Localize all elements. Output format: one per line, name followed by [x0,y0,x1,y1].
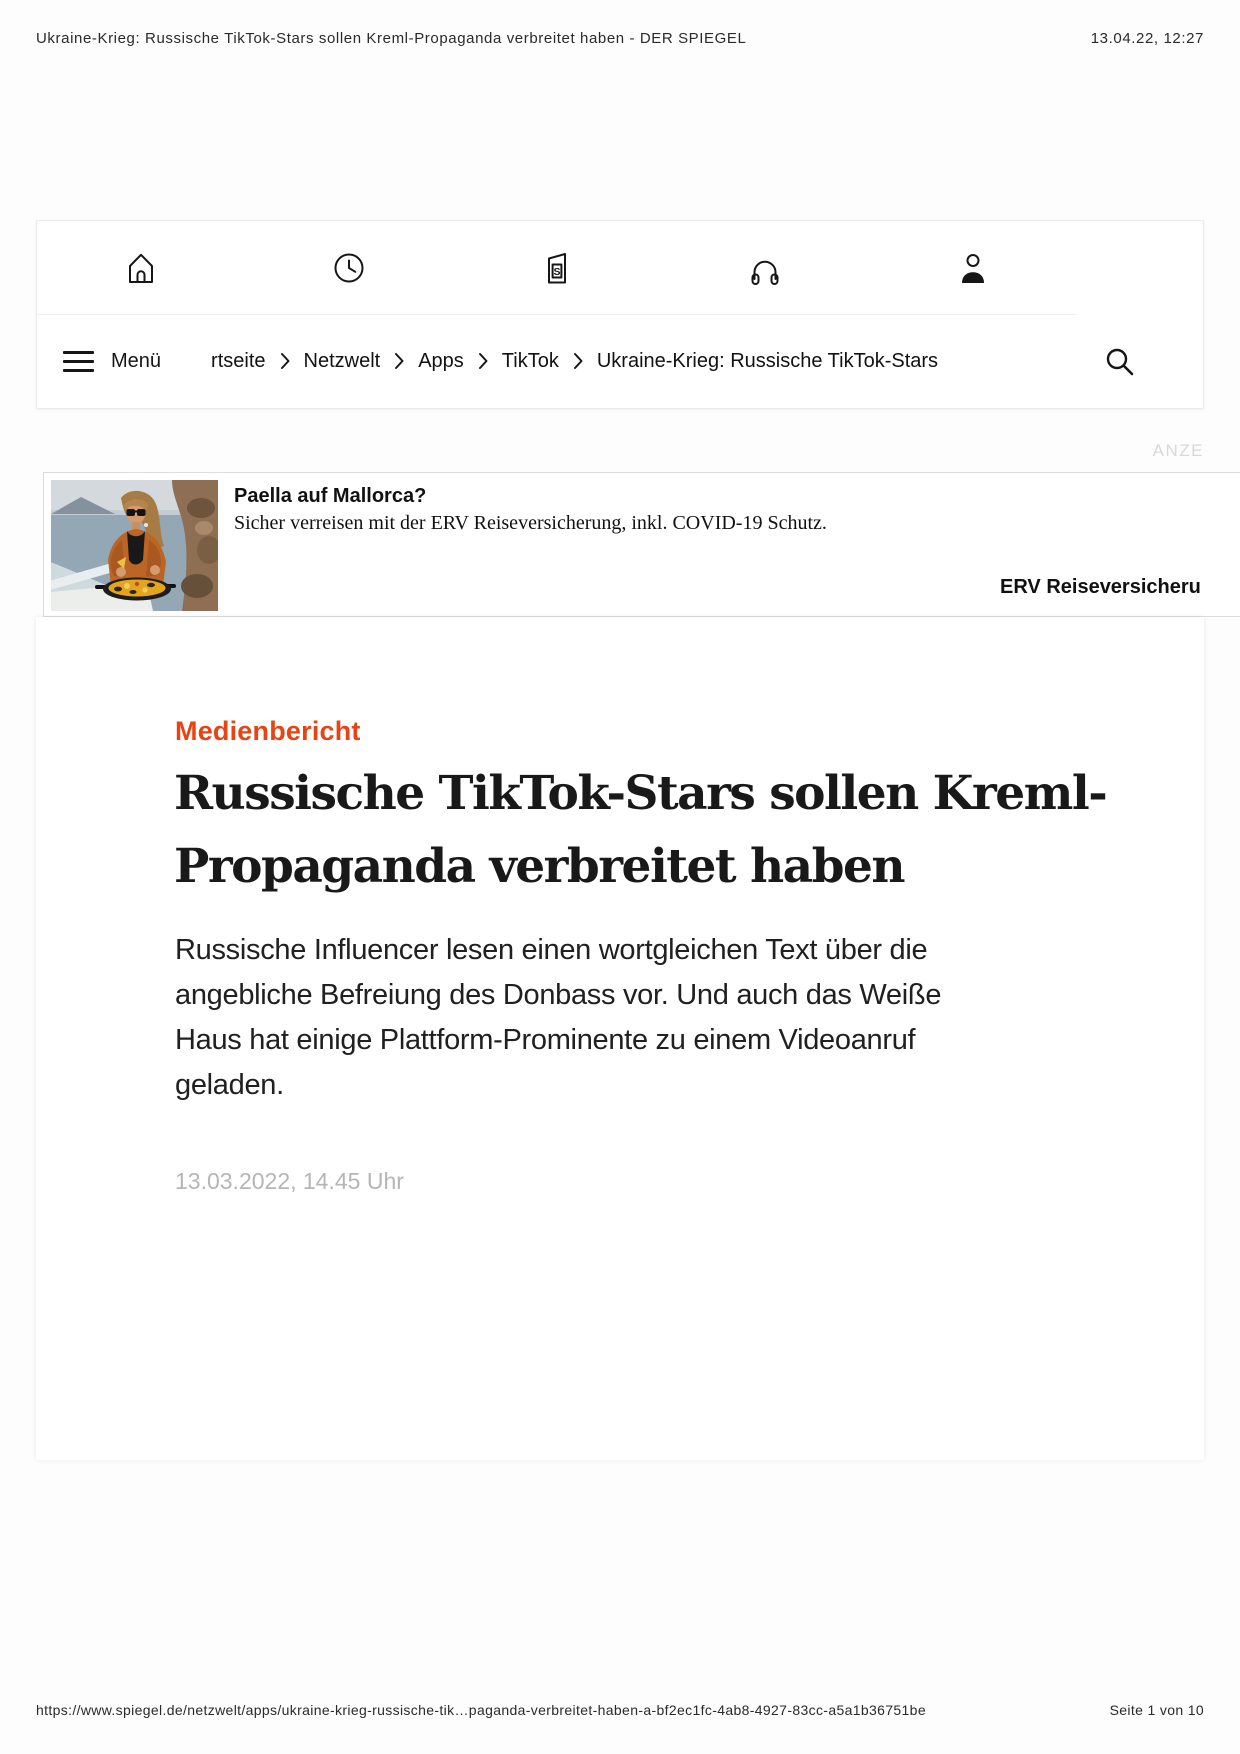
article [36,617,1204,1460]
svg-text:S: S [553,265,561,278]
breadcrumb-item-home[interactable]: rtseite [211,349,266,372]
chevron-right-icon [394,352,404,370]
account-icon [954,249,992,287]
breadcrumb-item-apps[interactable]: Apps [418,349,464,372]
print-footer [36,1702,1204,1718]
nav-icons-row [37,221,1077,315]
article-lede [175,928,941,1108]
ad-image[interactable] [51,480,218,611]
article-headline [174,757,1106,903]
ad-label: ANZE [1152,441,1204,460]
ad-title[interactable]: Paella auf Mallorca? [234,485,427,507]
search-button[interactable] [1101,343,1137,379]
print-footer-page: Seite 1 von 10 [1109,1702,1204,1718]
account-button[interactable] [951,246,995,290]
print-header-datetime: 13.04.22, 12:27 [1090,30,1204,47]
lede-line: angebliche Befreiung des Donbass vor. Und auch das Weiße [175,979,942,1011]
headline-line: Russische TikTok-Stars sollen Kreml- [174,766,1107,821]
headphones-icon [746,249,784,287]
article-kicker: Medienbericht [175,716,361,746]
lede-line: Haus hat einige Plattform-Prominente zu einem Videoanruf [175,1024,916,1056]
breadcrumb [211,350,938,373]
print-footer-url: https://www.spiegel.de/netzwelt/apps/ukraine-krieg-russische-tik…paganda-verbreitet-haben-a-bf2ec1fc-4ab8-4927-83cc-a5a1b36751be [36,1702,926,1718]
headline-line: Propaganda verbreitet haben [174,839,905,894]
chevron-right-icon [280,352,290,370]
ad-body-text: Sicher verreisen mit der ERV Reiseversicherung, inkl. COVID-19 Schutz. [234,512,827,534]
ad-advertiser-link[interactable]: ERV Reiseversicheru [1000,576,1201,598]
history-icon [330,249,368,287]
breadcrumb-item-netzwelt[interactable]: Netzwelt [303,349,381,372]
search-icon [1101,343,1137,379]
chevron-right-icon [478,352,488,370]
breadcrumb-item-tiktok[interactable]: TikTok [501,349,559,372]
history-button[interactable] [327,246,371,290]
menu-button[interactable]: Menü [111,349,162,372]
home-icon [122,249,160,287]
audio-button[interactable] [743,246,787,290]
article-timestamp: 13.03.2022, 14.45 Uhr [175,1168,404,1194]
site-navigation [36,220,1204,409]
print-header [36,30,1204,47]
spiegel-logo-button[interactable] [535,246,579,290]
breadcrumb-item-current: Ukraine-Krieg: Russische TikTok-Stars [596,349,939,372]
lede-line: geladen. [175,1069,284,1101]
home-button[interactable] [119,246,163,290]
lede-line: Russische Influencer lesen einen wortgleichen Text über die [175,934,928,966]
chevron-right-icon [573,352,583,370]
print-header-title: Ukraine-Krieg: Russische TikTok-Stars sollen Kreml-Propaganda verbreitet haben - DER SPIEGEL [36,30,747,47]
spiegel-logo-icon [538,249,576,287]
ad-banner[interactable] [43,472,1240,617]
menu-icon[interactable] [63,351,94,372]
nav-menu-row [37,315,1203,407]
